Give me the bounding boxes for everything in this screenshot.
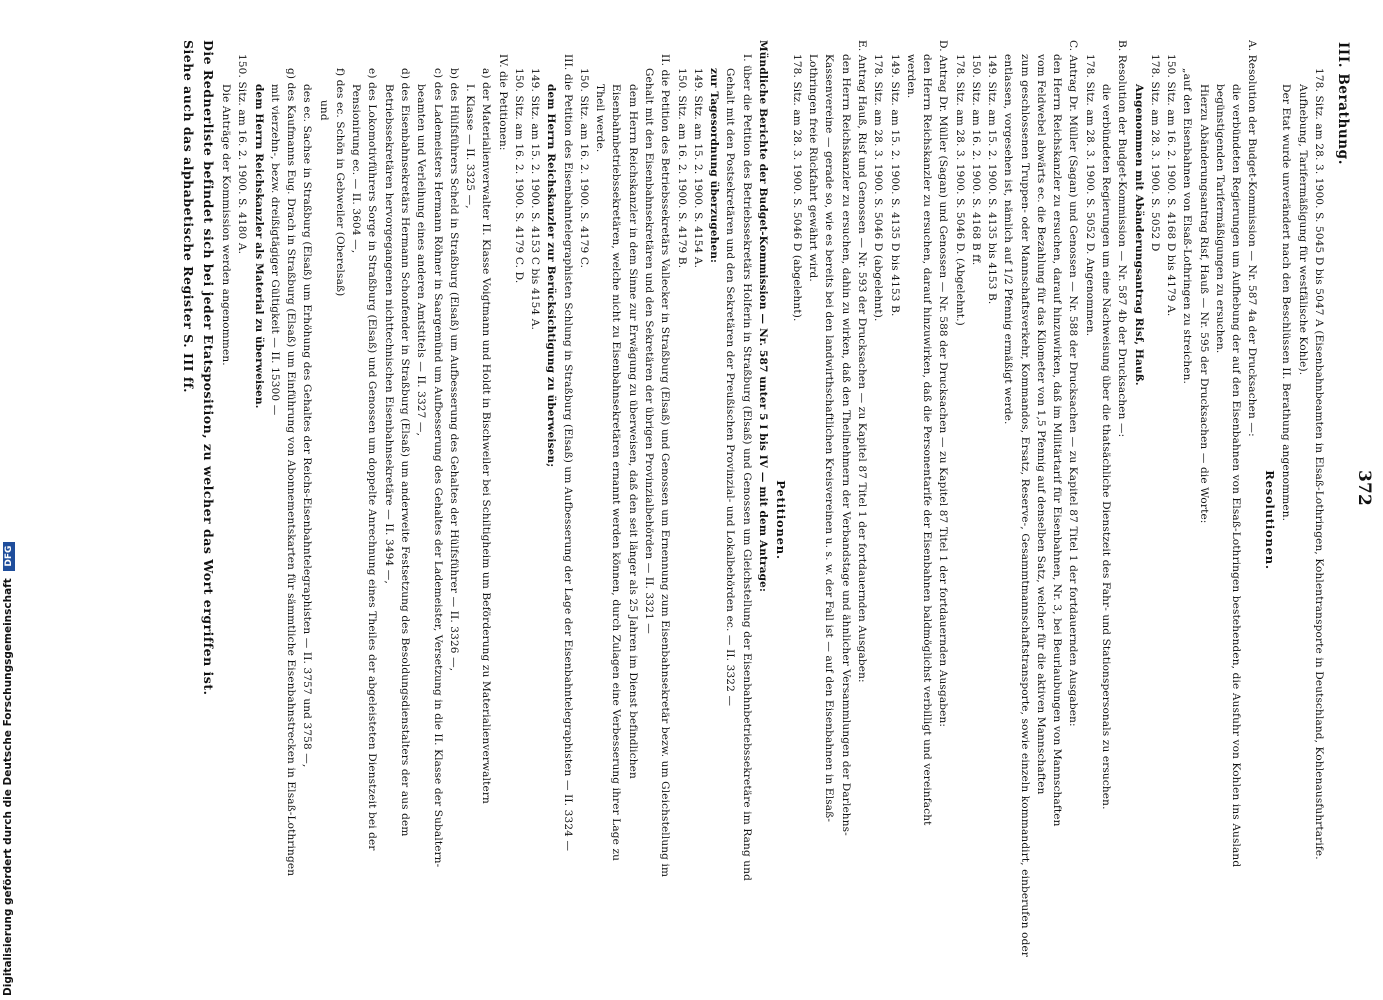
text-line: Kassenvereine — gerade so, wie es bereits bei den landwirthschaftlichen Kreisvereinen u. s. w. der Fall ist — auf den Eisenbahnen in Elsaß- <box>823 54 836 823</box>
text-line: 150. Sitz. am 16. 2. 1900. S. 4179 C. D. <box>512 68 525 284</box>
text-line: „auf den Eisenbahnen von Elsaß-Lothringen zu streichen. <box>1181 68 1194 385</box>
text-line: 178. Sitz. am 28. 3. 1900. S. 5045 D bis 5047 A (Eisenbahnbeamten in Elsaß-Lothringen, Kohlentransporte in Deutschland, Kohlenausfuhrtarife. <box>1313 68 1325 860</box>
document-body <box>179 40 1327 1000</box>
text-line: 150. Sitz. am 16. 2. 1900. S. 4179 C. <box>577 68 590 269</box>
text-line: g) des Kaufmanns Eug. Drach in Straßburg (Elsaß) um Einführung von Abonnementskarten für sämmtliche Eisenbahnstrecken in Elsaß-Lothringen <box>285 68 298 877</box>
credit-line <box>2 542 15 996</box>
text-line: Petitionen. <box>773 480 788 560</box>
text-line: die verbündeten Regierungen um Aufhebung der auf den Eisenbahnen von Elsaß-Lothringen bestehenden, die Ausfuhr von Kohlen ins Ausland <box>1230 84 1243 868</box>
text-line: III. die Petition des Eisenbahntelegraphisten Schlung in Straßburg (Elsaß) um Aufbesserung der Lage der Eisenbahntelegraphisten — II. 3324 — <box>561 54 574 852</box>
text-line: D. Antrag Dr. Müller (Sagan) und Genossen — Nr. 588 der Drucksachen — zu Kapitel 87 Titel 1 der fortdauernden Ausgaben: <box>937 40 950 728</box>
text-line: den Herrn Reichskanzler zu ersuchen, darauf hinzuwirken, daß die Personentarife der Eisenbahnen baldmöglichst verbilligt und vereinfacht <box>921 54 934 826</box>
dfg-logo: DFG <box>3 542 15 571</box>
text-line: 149. Sitz. am 15. 2. 1900. S. 4154 A. <box>691 68 704 269</box>
text-line: Gehalt mit den Eisenbahnsekretären und den Sekretären der übrigen Provinzialbehörden — II. 3321 — <box>643 68 656 634</box>
text-line: den Herrn Reichskanzler zu ersuchen, darauf hinzuwirken, daß im Militärtarif für Eisenbahnen, Nr. 3, bei Beurlaubungen von Mannschaften <box>1051 54 1064 827</box>
text-line: I. über die Petition des Betriebssekretärs Holferin in Straßburg (Elsaß) und Genossen um Gleichstellung der Eisenbahnbetriebssekretäre im Rang und <box>740 54 753 881</box>
text-line: zur Tagesordnung überzugehen: <box>708 68 721 264</box>
text-line: Angenommen mit Abänderungsantrag Risf, Hauß. <box>1132 84 1145 386</box>
text-line: mit vierzehn-, bezw. dreißigtägiger Gültigkeit — II. 15300 — <box>268 84 281 416</box>
text-line: des ec. Sachse in Straßburg (Elsaß) um Erhöhung des Gehaltes der Reichs-Eisenbahntelegraphisten — II. 3757 und 3758 —, <box>301 84 314 768</box>
text-line: vom Feldwebel abwärts ec. die Bezahlung für das Kilometer von 1,5 Pfennig auf denselben Satz, welcher für die aktiven Mannschaften <box>1034 54 1047 795</box>
text-line: Mündliche Berichte der Budget-Kommission — Nr. 587 unter 5 I bis IV — mit dem Antrage: <box>756 40 769 593</box>
text-line: 178. Sitz. am 28. 3. 1900. S. 5046 D (abgelehnt). <box>790 54 803 322</box>
text-line: Eisenbahnbetriebssekretären, welche nicht zu Eisenbahnsekretären ernannt werden können, durch Zulagen eine Verbesserung ihrer Lage zu <box>610 84 623 862</box>
text-line: dem Herrn Reichskanzler in dem Sinne zur Erwägung zu überweisen, daß den seit länger als 25 Jahren im Dienst befindlichen <box>626 84 639 779</box>
text-line: 150. Sitz. am 16. 2. 1900. S. 4180 A. <box>236 54 249 255</box>
text-line: c) des Lademeisters Hermann Röhner in Saargemünd um Aufbesserung des Gehaltes der Lademeister, Versetzung in die II. Klasse der Subaltern- <box>431 68 444 868</box>
text-line: Gehalt mit den Postsekretären und den Sekretären der Preußischen Provinzial- und Lokalbehörden ec. — II. 3322 — <box>724 68 737 707</box>
text-line: f) des ec. Schön in Gebweiler (Oberelsaß) <box>333 68 346 297</box>
text-line: d) des Eisenbahnsekretärs Hermann Schonfender in Straßburg (Elsaß) um anderweite Festsetzung des Besoldungsdienstalters der aus dem <box>399 68 412 837</box>
text-line: E. Antrag Hauß, Risf und Genossen — Nr. 593 der Drucksachen — zu Kapitel 87 Titel 1 der fortdauernden Ausgaben: <box>856 40 869 683</box>
digitization-credit <box>0 0 20 1000</box>
section-heading: III. Berathung. <box>1335 42 1351 166</box>
text-line: 178. Sitz. am 28. 3. 1900. S. 5052 D. Angenommen. <box>1083 54 1096 337</box>
text-line: beamten und Verleihung eines anderen Amtstitels — II. 3327 —, <box>415 84 428 437</box>
text-line: 178. Sitz. am 28. 3. 1900. S. 5046 D. (Abgelehnt.) <box>953 54 966 326</box>
text-line: 150. Sitz. am 16. 2. 1900. S. 4179 B. <box>675 68 688 269</box>
text-line: entlassen, vorgesehen ist, nämlich auf 1/2 Pfennig ermäßigt werde. <box>1002 54 1015 425</box>
text-line: B. Resolution der Budget-Kommission — Nr. 587 4b der Drucksachen —: <box>1116 40 1129 438</box>
text-line: 150. Sitz. am 16. 2. 1900. S. 4168 B ff. <box>969 54 982 266</box>
text-line: A. Resolution der Budget-Kommission — Nr. 587 4a der Drucksachen —: <box>1246 40 1259 437</box>
text-line: Der Etat wurde unverändert nach den Beschlüssen II. Berathung angenommen. <box>1280 84 1293 522</box>
text-line: IV. die Petitionen: <box>496 54 509 151</box>
text-line: die verbündeten Regierungen um eine Nachweisung über die thatsächliche Dienstzeit des Fahr- und Stationspersonals zu ersuchen. <box>1100 84 1112 810</box>
text-line: Theil werde. <box>594 84 607 153</box>
text-line: 149. Sitz. am 15. 2. 1900. S. 4135 bis 4153 B. <box>986 54 999 305</box>
text-line: zum geschlossenen Truppen- oder Mannschaftsverkehr, Kommandos, Ersatz, Reserve-, Gesammtmannschaftstransporte, sowie einzeln kommandirt, einberufen oder <box>1018 54 1031 957</box>
text-line: Hierzu Abänderungsantrag Risf, Hauß — Nr. 595 der Drucksachen — die Worte: <box>1197 84 1210 524</box>
text-line: 150. Sitz. am 16. 2. 1900. S. 4168 D bis 4179 A. <box>1165 54 1178 317</box>
text-line: Die Rednerliste befindet sich bei jeder Etatsposition, zu welcher das Wort ergriffen ist. <box>200 40 216 696</box>
text-line: begünstigenden Tarifermäßigungen zu ersuchen. <box>1213 84 1226 354</box>
text-line: Aufhebung, Tarifermäßigung für westfälische Kohle). <box>1296 84 1309 376</box>
text-line: Pensionirung ec. — II. 3604 —, <box>350 84 363 254</box>
credit-text: Digitalisierung gefördert durch die Deutsche Forschungsgemeinschaft <box>2 578 14 996</box>
text-line: Betriebssekretären hervorgegangenen nichttechnischen Eisenbahnsekretäre — II. 3494 —, <box>382 84 395 584</box>
text-line: e) des Lokomotivführers Sorge in Straßburg (Elsaß) und Genossen um doppelte Anrechnung eines Theiles der abgeleisteten Dienstzeit bei der <box>366 68 379 851</box>
text-line: C. Antrag Dr. Müller (Sagan) und Genossen — Nr. 588 der Drucksachen — zu Kapitel 87 Titel 1 der fortdauernden Ausgaben: <box>1067 40 1080 727</box>
text-line: b) des Hülfsführers Scheld in Straßburg (Elsaß) um Aufbesserung des Gehaltes der Hülfsführer — II. 3326 —, <box>447 68 460 672</box>
text-line: Lothringen freie Rückfahrt gewährt wird. <box>807 54 820 282</box>
text-line: dem Herrn Reichskanzler zur Berücksichtigung zu überweisen; <box>545 84 558 468</box>
text-line: 149. Sitz. am 15. 2. 1900. S. 4153 C bis 4154 A. <box>529 68 542 330</box>
text-line: Siehe auch das alphabetische Register S. III ff. <box>181 40 197 393</box>
text-line: 178. Sitz. am 28. 3. 1900. S. 5046 D (abgelehnt). <box>872 54 885 322</box>
text-line: 178. Sitz. am 28. 3. 1900. S. 5052 D <box>1148 54 1161 252</box>
text-line: 149. Sitz. am 15. 2. 1900. S. 4135 D bis 4153 B. <box>888 54 901 317</box>
text-line: II. die Petition des Betriebssekretärs Vallecker in Straßburg (Elsaß) und Genossen um Ernennung zum Eisenbahnsekretär bezw. um Gleichstellung im <box>659 54 672 878</box>
page-number: 372 <box>1354 470 1374 506</box>
text-line: und <box>317 100 330 121</box>
text-line: Resolutionen. <box>1263 470 1278 570</box>
text-line: dem Herrn Reichskanzler als Material zu überweisen. <box>252 84 265 409</box>
text-line: Die Anträge der Kommission werden angenommen. <box>220 84 233 366</box>
text-line: a) der Materialienverwalter II. Klasse Voigtmann und Holdt in Bischweiler bei Schiltigheim um Beförderung zu Materialienverwaltern <box>480 68 493 804</box>
text-line: I. Klasse — II. 3325 —, <box>464 84 477 209</box>
text-line: werden. <box>904 54 917 99</box>
text-line: den Herrn Reichskanzler zu ersuchen, dahin zu wirken, daß den Theilnehmern der Verbandstage und ähnlicher Versammlungen der Darlehns- <box>839 54 852 836</box>
